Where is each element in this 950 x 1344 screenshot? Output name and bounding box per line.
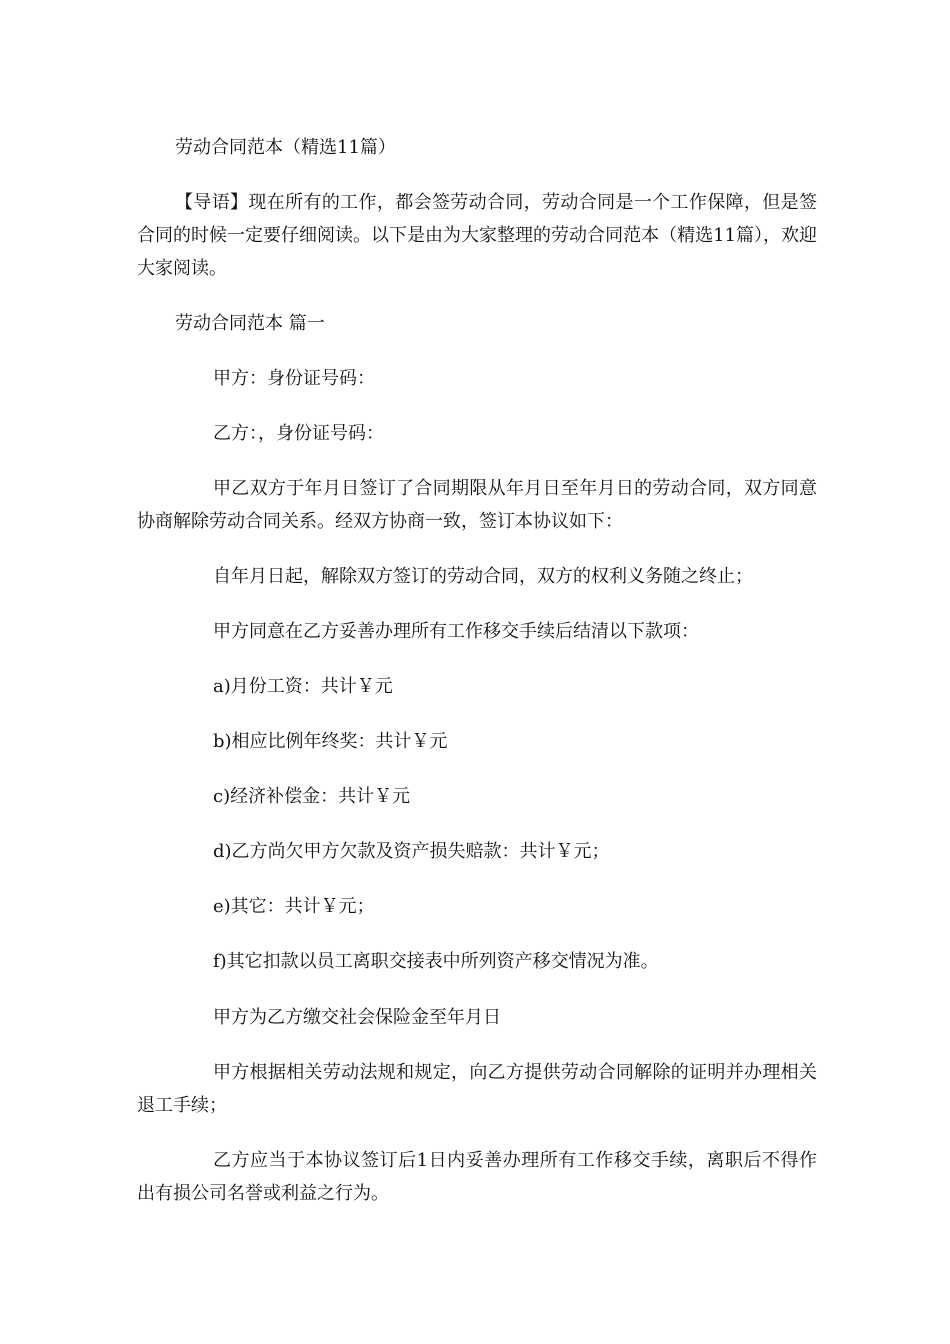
party-b-line: 乙方：，身份证号码： <box>213 423 384 444</box>
list-item: d)乙方尚欠甲方欠款及资产损失赔款：共计￥元； <box>213 841 610 862</box>
intro-paragraph: 【导语】现在所有的工作，都会签劳动合同，劳动合同是一个工作保障，但是签合同的时候一定要仔细阅读。以下是由为大家整理的劳动合同范本（精选11篇），欢迎大家阅读。 <box>137 192 817 279</box>
list-item: c)经济补偿金：共计￥元 <box>213 786 411 807</box>
settlement-paragraph: 甲方同意在乙方妥善办理所有工作移交手续后结清以下款项： <box>213 621 699 642</box>
party-a-line: 甲方：身份证号码： <box>213 368 375 389</box>
list-item: b)相应比例年终奖：共计￥元 <box>213 731 448 752</box>
handover-paragraph: 乙方应当于本协议签订后1日内妥善办理所有工作移交手续，离职后不得作出有损公司名誉或利益之行为。 <box>137 1150 817 1204</box>
certificate-paragraph: 甲方根据相关劳动法规和规定，向乙方提供劳动合同解除的证明并办理相关退工手续； <box>137 1062 817 1116</box>
list-item: e)其它：共计￥元； <box>213 896 375 917</box>
social-insurance-paragraph: 甲方为乙方缴交社会保险金至年月日 <box>213 1007 501 1028</box>
rights-termination-paragraph: 自年月日起，解除双方签订的劳动合同，双方的权利义务随之终止； <box>213 566 753 587</box>
list-item: a)月份工资：共计￥元 <box>213 676 393 697</box>
section-heading: 劳动合同范本 篇一 <box>175 313 325 334</box>
termination-paragraph: 甲乙双方于年月日签订了合同期限从年月日至年月日的劳动合同，双方同意协商解除劳动合同关系。经双方协商一致，签订本协议如下： <box>137 478 817 532</box>
list-item: f)其它扣款以员工离职交接表中所列资产移交情况为准。 <box>213 951 659 972</box>
document-title: 劳动合同范本（精选11篇） <box>175 137 396 158</box>
